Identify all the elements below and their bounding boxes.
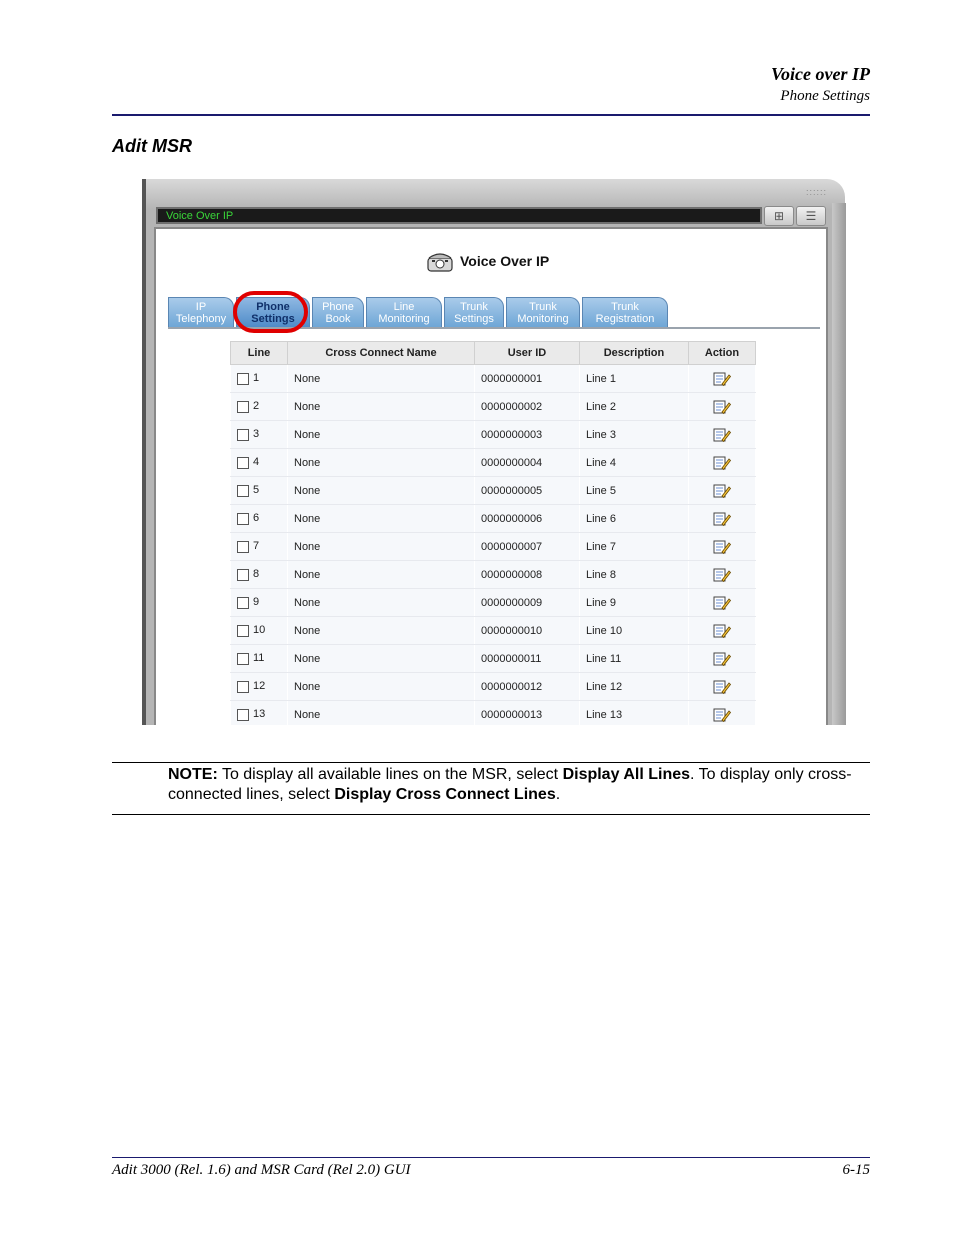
line-number: 11	[253, 652, 265, 665]
line-cell	[231, 561, 288, 589]
tab-line2: Book	[325, 313, 351, 325]
cross-connect-name-cell: None	[288, 421, 475, 449]
table-row	[231, 449, 756, 477]
table-row	[231, 365, 756, 393]
table-row	[231, 421, 756, 449]
line-checkbox[interactable]	[237, 429, 249, 441]
description-cell: Line 13	[580, 701, 689, 726]
note	[168, 765, 870, 805]
line-number: 8	[253, 568, 260, 581]
table-row	[231, 589, 756, 617]
table-row	[231, 673, 756, 701]
footer-left: Adit 3000 (Rel. 1.6) and MSR Card (Rel 2.0) GUI	[112, 1162, 411, 1178]
line-number: 2	[253, 400, 260, 413]
cross-connect-name-cell: None	[288, 617, 475, 645]
note-label: NOTE:	[168, 766, 218, 783]
tab-ip-telephony[interactable]	[168, 297, 234, 327]
user-id-cell: 0000000003	[475, 421, 580, 449]
note-text: .	[555, 786, 561, 803]
tab-line2: Monitoring	[378, 313, 430, 325]
user-id-cell: 0000000007	[475, 533, 580, 561]
table-row	[231, 645, 756, 673]
line-checkbox[interactable]	[237, 709, 249, 721]
table-row	[231, 701, 756, 726]
description-cell: Line 10	[580, 617, 689, 645]
tab-phone-book[interactable]	[312, 297, 364, 327]
content-panel	[154, 227, 828, 725]
page-number: 6-15	[842, 1162, 870, 1178]
line-checkbox[interactable]	[237, 681, 249, 693]
edit-icon[interactable]	[713, 679, 731, 695]
window-titlebar	[156, 207, 762, 224]
user-id-cell: 0000000009	[475, 589, 580, 617]
window-titlebar-text: Voice Over IP	[166, 210, 234, 222]
header-rule	[112, 114, 870, 116]
line-checkbox[interactable]	[237, 485, 249, 497]
edit-icon[interactable]	[713, 511, 731, 527]
user-id-cell: 0000000002	[475, 393, 580, 421]
column-header: User ID	[475, 342, 580, 365]
cross-connect-name-cell: None	[288, 449, 475, 477]
action-cell	[689, 365, 756, 393]
table-row	[231, 561, 756, 589]
line-checkbox[interactable]	[237, 373, 249, 385]
description-cell: Line 8	[580, 561, 689, 589]
action-cell	[689, 393, 756, 421]
edit-icon[interactable]	[713, 567, 731, 583]
tab-line2: Monitoring	[517, 313, 569, 325]
edit-icon[interactable]	[713, 651, 731, 667]
app-title	[426, 249, 549, 273]
table-row	[231, 477, 756, 505]
line-cell	[231, 533, 288, 561]
tab-line1: IP	[195, 301, 207, 313]
section-title: Adit MSR	[112, 136, 192, 156]
lines-table	[230, 341, 756, 725]
line-checkbox[interactable]	[237, 541, 249, 553]
cross-connect-name-cell: None	[288, 505, 475, 533]
note-bold: Display Cross Connect Lines	[334, 786, 556, 803]
table-row	[231, 505, 756, 533]
line-cell	[231, 505, 288, 533]
table-row	[231, 393, 756, 421]
user-id-cell: 0000000012	[475, 673, 580, 701]
action-cell	[689, 421, 756, 449]
note-bold: Display All Lines	[562, 766, 691, 783]
note-rule-bottom	[112, 814, 870, 815]
tab-trunk-registration[interactable]	[582, 297, 668, 327]
tab-line2: Settings	[251, 313, 295, 325]
table-header-row	[231, 342, 756, 365]
edit-icon[interactable]	[713, 455, 731, 471]
column-header: Cross Connect Name	[288, 342, 475, 365]
line-checkbox[interactable]	[237, 513, 249, 525]
window-frame-edge	[832, 203, 846, 725]
column-header: Line	[231, 342, 288, 365]
description-cell: Line 11	[580, 645, 689, 673]
tab-line1: Phone	[322, 301, 354, 313]
action-cell	[689, 477, 756, 505]
description-cell: Line 4	[580, 449, 689, 477]
user-id-cell: 0000000001	[475, 365, 580, 393]
description-cell: Line 3	[580, 421, 689, 449]
edit-icon[interactable]	[713, 483, 731, 499]
tab-line1: Trunk	[611, 301, 639, 313]
line-checkbox[interactable]	[237, 569, 249, 581]
grip-icon: ::::::	[805, 187, 827, 197]
line-cell	[231, 393, 288, 421]
line-checkbox[interactable]	[237, 625, 249, 637]
action-cell	[689, 449, 756, 477]
edit-icon[interactable]	[713, 623, 731, 639]
action-cell	[689, 561, 756, 589]
cross-connect-name-cell: None	[288, 533, 475, 561]
user-id-cell: 0000000006	[475, 505, 580, 533]
cross-connect-name-cell: None	[288, 561, 475, 589]
description-cell: Line 12	[580, 673, 689, 701]
tab-highlight-circle	[233, 291, 308, 333]
footer-rule	[112, 1157, 870, 1158]
tab-line-monitoring[interactable]	[366, 297, 442, 327]
line-number: 7	[253, 540, 260, 553]
line-number: 9	[253, 596, 260, 609]
line-cell	[231, 701, 288, 726]
edit-icon[interactable]	[713, 595, 731, 611]
tab-line1: Trunk	[460, 301, 488, 313]
tab-line1: Phone	[256, 301, 290, 313]
network-icon[interactable]: ⊞	[764, 206, 794, 226]
edit-icon[interactable]	[713, 707, 731, 723]
line-number: 5	[253, 484, 260, 497]
line-number: 6	[253, 512, 260, 525]
screenshot-window	[142, 179, 846, 725]
line-checkbox[interactable]	[237, 597, 249, 609]
edit-icon[interactable]	[713, 539, 731, 555]
tab-line2: Settings	[454, 313, 494, 325]
user-id-cell: 0000000004	[475, 449, 580, 477]
description-cell: Line 2	[580, 393, 689, 421]
tab-trunk-monitoring[interactable]	[506, 297, 580, 327]
line-number: 3	[253, 428, 260, 441]
user-id-cell: 0000000010	[475, 617, 580, 645]
line-cell	[231, 617, 288, 645]
cross-connect-name-cell: None	[288, 589, 475, 617]
action-cell	[689, 617, 756, 645]
line-checkbox[interactable]	[237, 401, 249, 413]
action-cell	[689, 533, 756, 561]
action-cell	[689, 589, 756, 617]
line-number: 10	[253, 624, 266, 637]
page-header-title: Voice over IP	[771, 64, 870, 84]
line-cell	[231, 477, 288, 505]
app-title-text: Voice Over IP	[460, 253, 550, 269]
edit-icon[interactable]	[713, 371, 731, 387]
action-cell	[689, 645, 756, 673]
description-cell: Line 6	[580, 505, 689, 533]
action-cell	[689, 701, 756, 726]
description-cell: Line 9	[580, 589, 689, 617]
line-number: 13	[253, 708, 266, 721]
cross-connect-name-cell: None	[288, 701, 475, 726]
edit-icon[interactable]	[713, 399, 731, 415]
action-cell	[689, 505, 756, 533]
column-header: Action	[689, 342, 756, 365]
table-row	[231, 617, 756, 645]
phone-icon	[426, 250, 454, 272]
cross-connect-name-cell: None	[288, 673, 475, 701]
user-id-cell: 0000000011	[475, 645, 580, 673]
line-checkbox[interactable]	[237, 653, 249, 665]
edit-icon[interactable]	[713, 427, 731, 443]
page-header-subtitle: Phone Settings	[780, 88, 870, 104]
cross-connect-name-cell: None	[288, 477, 475, 505]
column-header: Description	[580, 342, 689, 365]
description-cell: Line 7	[580, 533, 689, 561]
table-row	[231, 533, 756, 561]
note-text: . To display only cross-connected lines, select	[168, 766, 852, 803]
tab-line1: Line	[393, 301, 415, 313]
note-rule-top	[112, 762, 870, 763]
line-cell	[231, 365, 288, 393]
tab-line2: Registration	[595, 313, 655, 325]
user-id-cell: 0000000013	[475, 701, 580, 726]
line-cell	[231, 449, 288, 477]
line-cell	[231, 645, 288, 673]
cross-connect-name-cell: None	[288, 365, 475, 393]
line-checkbox[interactable]	[237, 457, 249, 469]
user-id-cell: 0000000005	[475, 477, 580, 505]
user-id-cell: 0000000008	[475, 561, 580, 589]
tab-line1: Trunk	[529, 301, 557, 313]
cross-connect-name-cell: None	[288, 393, 475, 421]
menu-icon[interactable]: ☰	[796, 206, 826, 226]
line-number: 4	[253, 456, 260, 469]
note-text: To display all available lines on the MSR, select	[217, 766, 563, 783]
line-cell	[231, 673, 288, 701]
tab-line2: Telephony	[175, 313, 227, 325]
line-cell	[231, 589, 288, 617]
description-cell: Line 5	[580, 477, 689, 505]
cross-connect-name-cell: None	[288, 645, 475, 673]
line-number: 12	[253, 680, 266, 693]
description-cell: Line 1	[580, 365, 689, 393]
line-cell	[231, 421, 288, 449]
action-cell	[689, 673, 756, 701]
line-number: 1	[253, 372, 260, 385]
tab-trunk-settings[interactable]	[444, 297, 504, 327]
